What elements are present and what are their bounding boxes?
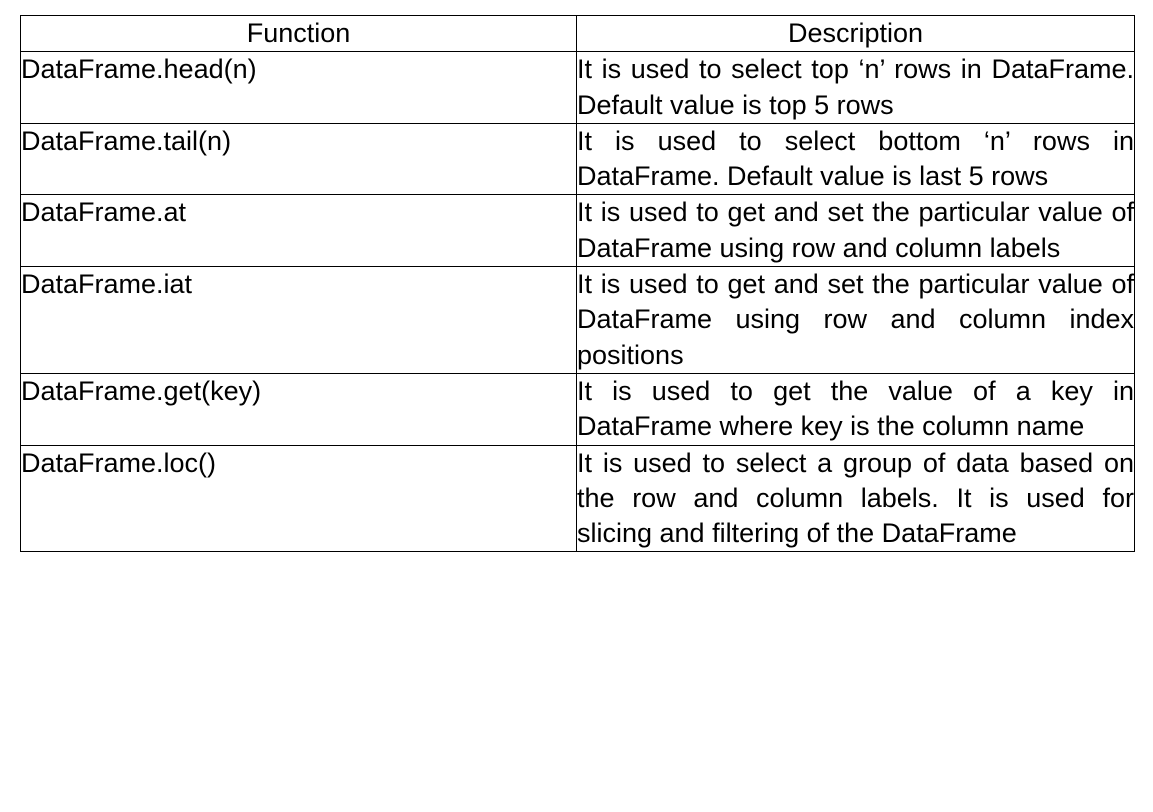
description-cell: It is used to get and set the particular value of DataFrame using row and column labels bbox=[577, 195, 1135, 267]
description-cell: It is used to get and set the particular value of DataFrame using row and column index positions bbox=[577, 267, 1135, 374]
table-row bbox=[21, 373, 1135, 445]
table-row bbox=[21, 195, 1135, 267]
header-description: Description bbox=[577, 16, 1135, 52]
function-cell: DataFrame.iat bbox=[21, 267, 577, 374]
function-cell: DataFrame.get(key) bbox=[21, 373, 577, 445]
table-row bbox=[21, 52, 1135, 124]
table-row bbox=[21, 445, 1135, 552]
function-cell: DataFrame.head(n) bbox=[21, 52, 577, 124]
description-cell: It is used to select a group of data based on the row and column labels. It is used for slicing and filtering of the DataFrame bbox=[577, 445, 1135, 552]
function-cell: DataFrame.at bbox=[21, 195, 577, 267]
header-function: Function bbox=[21, 16, 577, 52]
function-cell: DataFrame.tail(n) bbox=[21, 123, 577, 195]
function-description-table bbox=[20, 15, 1135, 552]
description-cell: It is used to select bottom ‘n’ rows in DataFrame. Default value is last 5 rows bbox=[577, 123, 1135, 195]
table-row bbox=[21, 267, 1135, 374]
table-row bbox=[21, 123, 1135, 195]
function-cell: DataFrame.loc() bbox=[21, 445, 577, 552]
description-cell: It is used to select top ‘n’ rows in DataFrame. Default value is top 5 rows bbox=[577, 52, 1135, 124]
table-header-row bbox=[21, 16, 1135, 52]
description-cell: It is used to get the value of a key in DataFrame where key is the column name bbox=[577, 373, 1135, 445]
